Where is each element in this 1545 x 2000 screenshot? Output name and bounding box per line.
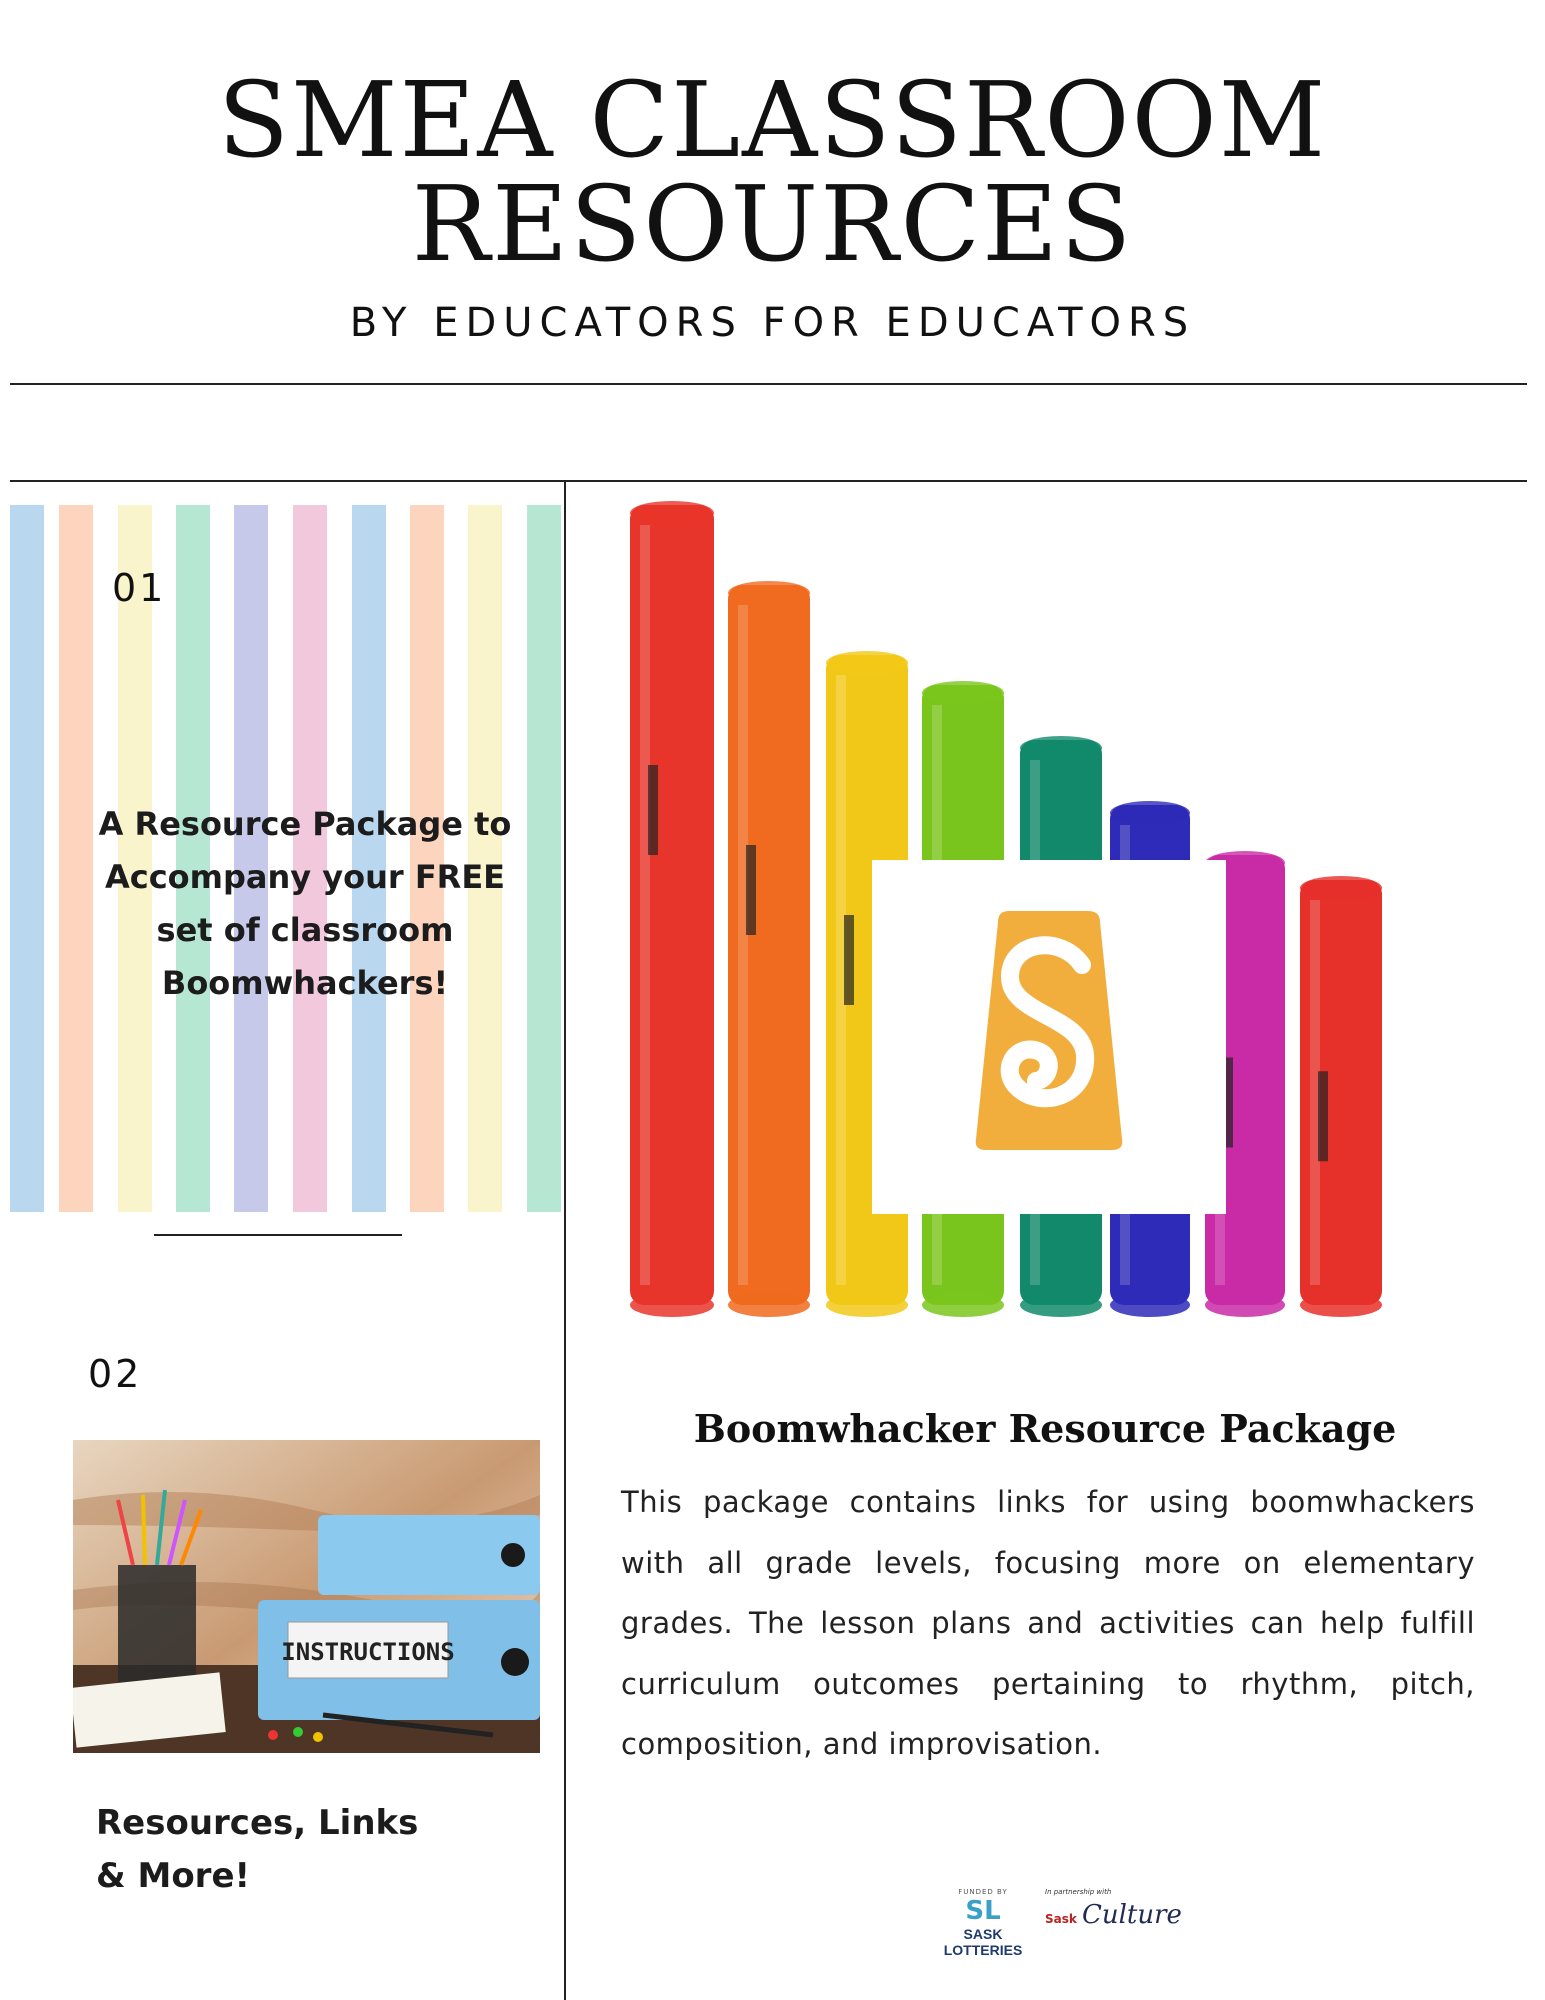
package-description: This package contains links for using boomwhackers with all grade levels, focusing more on elementary grades. The lesson plans and activities can help fulfill curriculum outcomes pertaining to rhythm, pitch, composition, and improvisation.: [621, 1485, 1475, 1761]
tube-bottom: [630, 1293, 714, 1317]
funded-by-label: FUNDED BY: [958, 1888, 1008, 1896]
resources-text: [96, 1797, 418, 1903]
tube-highlight: [738, 605, 748, 1285]
tube-label: [1318, 1071, 1328, 1161]
partnership-label: In partnership with: [1045, 1888, 1112, 1896]
lotteries-name: SASK LOTTERIES: [943, 1926, 1023, 1958]
tube-bottom: [1020, 1293, 1102, 1317]
section-number-02: 02: [88, 1352, 143, 1396]
tube-bottom: [1205, 1293, 1285, 1317]
paper-clip: [293, 1727, 303, 1737]
promo-line-2: Accompany your FREE: [104, 858, 506, 896]
tube-top: [1020, 736, 1102, 760]
resources-line-1: Resources, Links: [96, 1803, 419, 1843]
culture-prefix: Sask: [1045, 1912, 1077, 1926]
tube-top: [630, 501, 714, 525]
tube-top: [1110, 801, 1190, 825]
sask-lotteries-logo: [928, 1888, 1038, 1958]
sask-culture-logo: [1045, 1888, 1182, 1930]
tube-bottom: [728, 1293, 810, 1317]
tube-label: [648, 765, 658, 855]
boomwhackers-photo: [600, 495, 1430, 1345]
tube-bottom: [922, 1293, 1004, 1317]
culture-name: Culture: [1081, 1900, 1182, 1930]
stripe: [10, 505, 44, 1212]
package-title: Boomwhacker Resource Package: [693, 1406, 1397, 1451]
page-subtitle: BY EDUCATORS FOR EDUCATORS: [349, 300, 1196, 346]
tube-bottom: [1110, 1293, 1190, 1317]
tube-highlight: [640, 525, 650, 1285]
page-title-line-2: RESOURCES: [411, 163, 1134, 285]
resources-line-2: & More!: [96, 1856, 251, 1896]
promo-text: [80, 798, 530, 1010]
paper-clip: [313, 1732, 323, 1742]
header-divider: [10, 383, 1527, 385]
binder-label-text: INSTRUCTIONS: [281, 1638, 455, 1666]
lotteries-mark: SL: [965, 1896, 1001, 1926]
promo-line-3: set of classroom: [156, 911, 454, 949]
paper-clip: [268, 1730, 278, 1740]
pencil: [143, 1495, 145, 1565]
instructions-photo: [73, 1440, 540, 1753]
tube-label: [746, 845, 756, 935]
page-title-line-1: SMEA CLASSROOM: [217, 59, 1328, 181]
binder-hole: [501, 1648, 529, 1676]
content-top-divider: [10, 480, 1527, 482]
tube-top: [1300, 876, 1382, 900]
tube-label: [844, 915, 854, 1005]
binder-hole: [501, 1543, 525, 1567]
tube-top: [922, 681, 1004, 705]
tube-top: [826, 651, 908, 675]
tube-bottom: [826, 1293, 908, 1317]
promo-line-4: Boomwhackers!: [161, 964, 449, 1002]
stripe: [527, 505, 561, 1212]
section-number-01: 01: [112, 566, 167, 610]
smea-logo: [872, 860, 1226, 1214]
tube-top: [728, 581, 810, 605]
promo-line-1: A Resource Package to: [98, 805, 512, 843]
tube-bottom: [1300, 1293, 1382, 1317]
section-separator: [154, 1234, 402, 1236]
column-divider: [564, 481, 566, 2000]
